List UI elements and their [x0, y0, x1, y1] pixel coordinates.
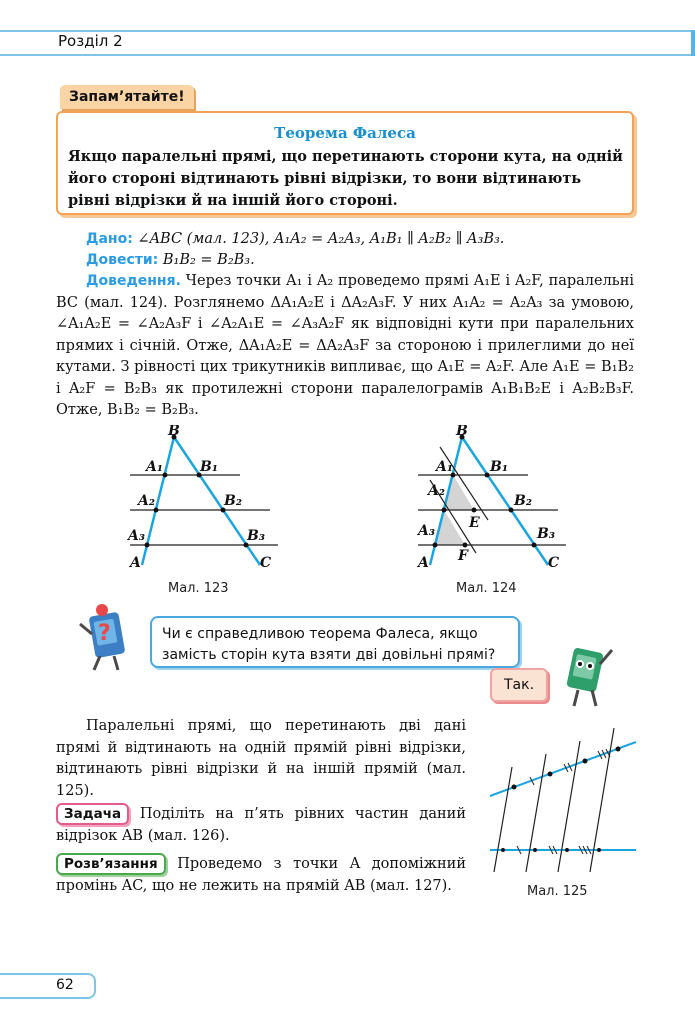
solution-paragraph — [56, 854, 466, 897]
page-number-box — [0, 973, 96, 999]
mascot-question — [78, 604, 138, 676]
label-b: B — [456, 425, 468, 439]
figure-125 — [486, 712, 646, 882]
question-bubble: Чи є справедливою теорема Фалеса, якщо замість сторін кута взяти дві довільні прямі? — [150, 616, 520, 668]
point-8 — [597, 848, 601, 852]
point-b2 — [509, 508, 514, 513]
point-a2 — [442, 508, 447, 513]
task-text: Поділіть на п’ять рівних частин даний відрізок AB (мал. 126). — [56, 806, 466, 844]
solution-label: Розв’язання — [56, 853, 166, 875]
point-7 — [565, 848, 569, 852]
label-f: F — [458, 548, 468, 564]
page-number: 62 — [56, 977, 74, 993]
point-3 — [583, 759, 588, 764]
point-a3 — [433, 543, 438, 548]
label-a2: A₂ — [428, 483, 445, 499]
svg-text:?: ? — [98, 621, 111, 646]
label-b3: B₃ — [247, 528, 265, 544]
mascot-answer — [556, 638, 618, 710]
point-b3 — [532, 543, 537, 548]
point-6 — [533, 848, 537, 852]
prove-line — [86, 250, 632, 272]
label-a: A — [418, 555, 429, 571]
point-4 — [616, 747, 621, 752]
label-b2: B₂ — [514, 493, 532, 509]
figure-123 — [120, 425, 290, 575]
point-a1 — [163, 473, 168, 478]
section-label: Розділ 2 — [58, 32, 123, 50]
given-text: ∠ABC (мал. 123), A₁A₂ = A₂A₃, A₁B₁ ∥ A₂B₂ ∥ A₃B₃. — [137, 231, 505, 247]
label-c: C — [260, 555, 272, 571]
point-2 — [548, 772, 553, 777]
given-line — [86, 229, 632, 251]
task-paragraph — [56, 804, 466, 847]
point-a3 — [145, 543, 150, 548]
label-b: B — [168, 425, 180, 439]
parallel-line-3 — [558, 741, 580, 872]
label-a: A — [130, 555, 141, 571]
answer-bubble: Так. — [490, 668, 548, 702]
point-5 — [501, 848, 505, 852]
label-b1: B₁ — [490, 459, 508, 475]
point-f — [463, 543, 468, 548]
prove-text: B₁B₂ = B₂B₃. — [162, 252, 255, 268]
prove-label: Довести: — [86, 252, 159, 268]
point-e — [472, 508, 477, 513]
label-a2: A₂ — [138, 493, 155, 509]
solution-text: Проведемо з точки A допоміжний промінь AC, що не лежить на прямій AB (мал. 127). — [56, 856, 466, 894]
label-a3: A₃ — [418, 523, 435, 539]
theorem-text: Якщо паралельні прямі, що перетинають сторони кута, на одній його стороні відтинають рівні відрізки, то вони відтинають рівні відрізки й на іншій його стороні. — [68, 148, 623, 209]
remark-paragraph: Паралельні прямі, що перетинають дві дані прямі й відтинають на одній прямій рівні відрізки, відтинають рівні відрізки й на іншій прямій (мал. 125). — [56, 718, 466, 799]
proof-label: Доведення. — [86, 273, 181, 289]
caption-123: Мал. 123 — [168, 581, 229, 596]
point-b1 — [485, 473, 490, 478]
caption-125: Мал. 125 — [527, 884, 588, 899]
proof-paragraph — [56, 271, 634, 422]
label-b2: B₂ — [224, 493, 242, 509]
label-b1: B₁ — [200, 459, 218, 475]
theorem-title: Теорема Фалеса — [274, 124, 416, 142]
given-label: Дано: — [86, 231, 133, 247]
figure-124 — [408, 425, 578, 575]
caption-124: Мал. 124 — [456, 581, 517, 596]
proof-text: Через точки A₁ і A₂ проведемо прямі A₁E і A₂F, паралельні BC (мал. 124). Розглянемо ΔA₁A₂E і ΔA₂A₃F. У них A₁A₂ = A₂A₃ за умовою, ∠A₁A₂E = ∠A₂A₃F і ∠A₂A₁E = ∠A₃A₂F як відповідні кути при паралельних прямих і січній. Отже, ΔA₁A₂E = ΔA₂A₃F за стороною і прилеглими до неї кутами. З рівності цих трикутників випливає, що A₁E = A₂F. Але A₁E = B₁B₂ і A₂F = B₂B₃ як протилежні сторони паралелограмів A₁B₁B₂E і A₂B₂B₃F. Отже, B₁B₂ = B₂B₃. — [56, 273, 635, 418]
label-a1: A₁ — [436, 459, 453, 475]
label-b3: B₃ — [537, 526, 555, 542]
label-c: C — [548, 555, 560, 571]
label-a3: A₃ — [128, 528, 145, 544]
label-e: E — [469, 515, 480, 531]
point-1 — [512, 785, 517, 790]
parallel-line-1 — [494, 767, 512, 872]
label-a1: A₁ — [146, 459, 163, 475]
remember-tag: Запам’ятайте! — [60, 85, 194, 109]
parallel-line-2 — [526, 754, 546, 872]
task-label: Задача — [56, 803, 129, 825]
